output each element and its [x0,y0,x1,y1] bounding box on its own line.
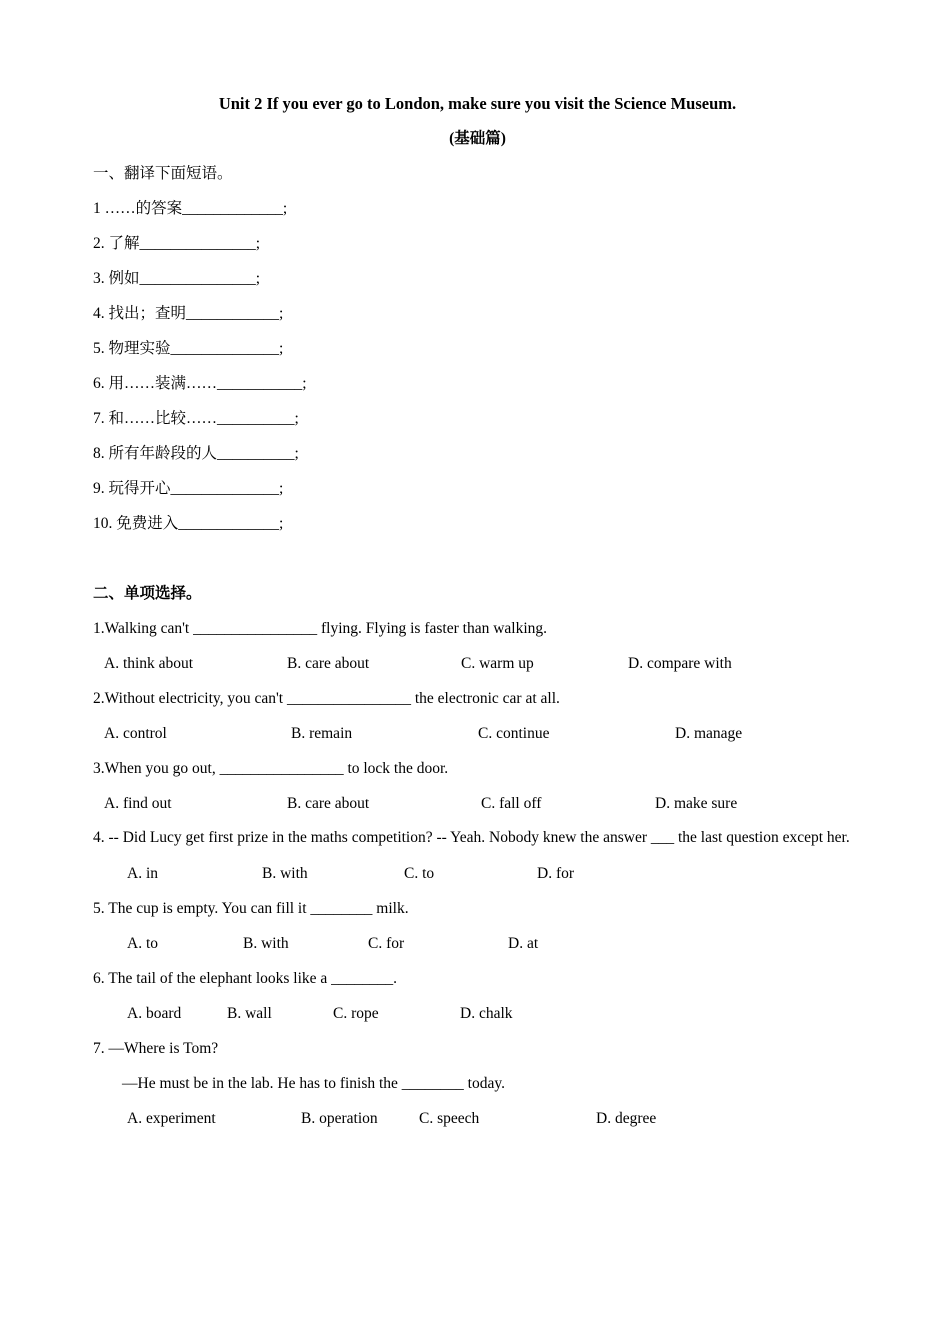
question-6-options [93,996,862,1031]
question-6-option-c: C. rope [333,1005,379,1022]
question-6-option-b: B. wall [227,1005,272,1022]
question-3-option-b: B. care about [287,795,370,812]
question-4-option-b: B. with [262,865,308,882]
question-7-option-b: B. operation [301,1110,378,1127]
question-1-option-d: D. compare with [628,655,732,672]
question-3-option-c: C. fall off [481,795,542,812]
question-2-option-a: A. control [104,725,167,742]
question-5-option-a: A. to [127,935,158,952]
section-gap [93,541,862,576]
question-6-option-a: A. board [127,1005,182,1022]
translation-item-1: 1 ……的答案_____________; [93,200,288,217]
question-7-options [93,1101,862,1136]
translation-item-6: 6. 用……装满……___________; [93,375,307,392]
question-6-option-d: D. chalk [460,1005,513,1022]
question-7-option-c: C. speech [419,1110,480,1127]
question-4-option-a: A. in [127,865,158,882]
question-2-text: 2.Without electricity, you can't ________________ the electronic car at all. [93,690,560,707]
translation-item-7: 7. 和……比较……__________; [93,410,299,427]
question-2-option-b: B. remain [291,725,353,742]
section2-heading: 二、单项选择。 [93,585,202,602]
question-7-text-line1: 7. —Where is Tom? [93,1040,219,1057]
question-7-text-line2: —He must be in the lab. He has to finish the ________ today. [122,1075,505,1092]
question-2-option-c: C. continue [478,725,550,742]
question-1-option-c: C. warm up [461,655,534,672]
question-3-options [93,786,862,821]
question-5-options [93,926,862,961]
translation-item-3: 3. 例如_______________; [93,270,261,287]
worksheet-subtitle: (基础篇) [449,130,506,147]
question-5-option-c: C. for [368,935,405,952]
translation-item-8: 8. 所有年龄段的人__________; [93,445,299,462]
question-7-option-d: D. degree [596,1110,657,1127]
question-1-option-b: B. care about [287,655,370,672]
worksheet-title: Unit 2 If you ever go to London, make sure you visit the Science Museum. [218,94,737,113]
question-2-options [93,716,862,751]
question-7-option-a: A. experiment [127,1110,216,1127]
question-1-options [93,646,862,681]
question-4-option-d: D. for [537,865,575,882]
question-5-option-b: B. with [243,935,289,952]
question-3-option-a: A. find out [104,795,172,812]
question-5-option-d: D. at [508,935,539,952]
question-4-text: 4. -- Did Lucy get first prize in the maths competition? -- Yeah. Nobody knew the answer ___ the last question except her. [93,829,850,846]
question-1-option-a: A. think about [104,655,194,672]
translation-item-9: 9. 玩得开心______________; [93,480,284,497]
question-6-text: 6. The tail of the elephant looks like a ________. [93,970,398,987]
translation-item-4: 4. 找出；查明____________; [93,305,284,322]
section1-heading: 一、翻译下面短语。 [93,165,233,182]
translation-item-2: 2. 了解_______________; [93,235,261,252]
question-2-option-d: D. manage [675,725,743,742]
question-1-text: 1.Walking can't ________________ flying. Flying is faster than walking. [93,620,548,637]
question-4-option-c: C. to [404,865,435,882]
question-3-text: 3.When you go out, ________________ to lock the door. [93,760,449,777]
question-3-option-d: D. make sure [655,795,738,812]
translation-item-10: 10. 免费进入_____________; [93,515,284,532]
translation-item-5: 5. 物理实验______________; [93,340,284,357]
question-5-text: 5. The cup is empty. You can fill it ________ milk. [93,900,409,917]
question-4-options [93,856,862,891]
